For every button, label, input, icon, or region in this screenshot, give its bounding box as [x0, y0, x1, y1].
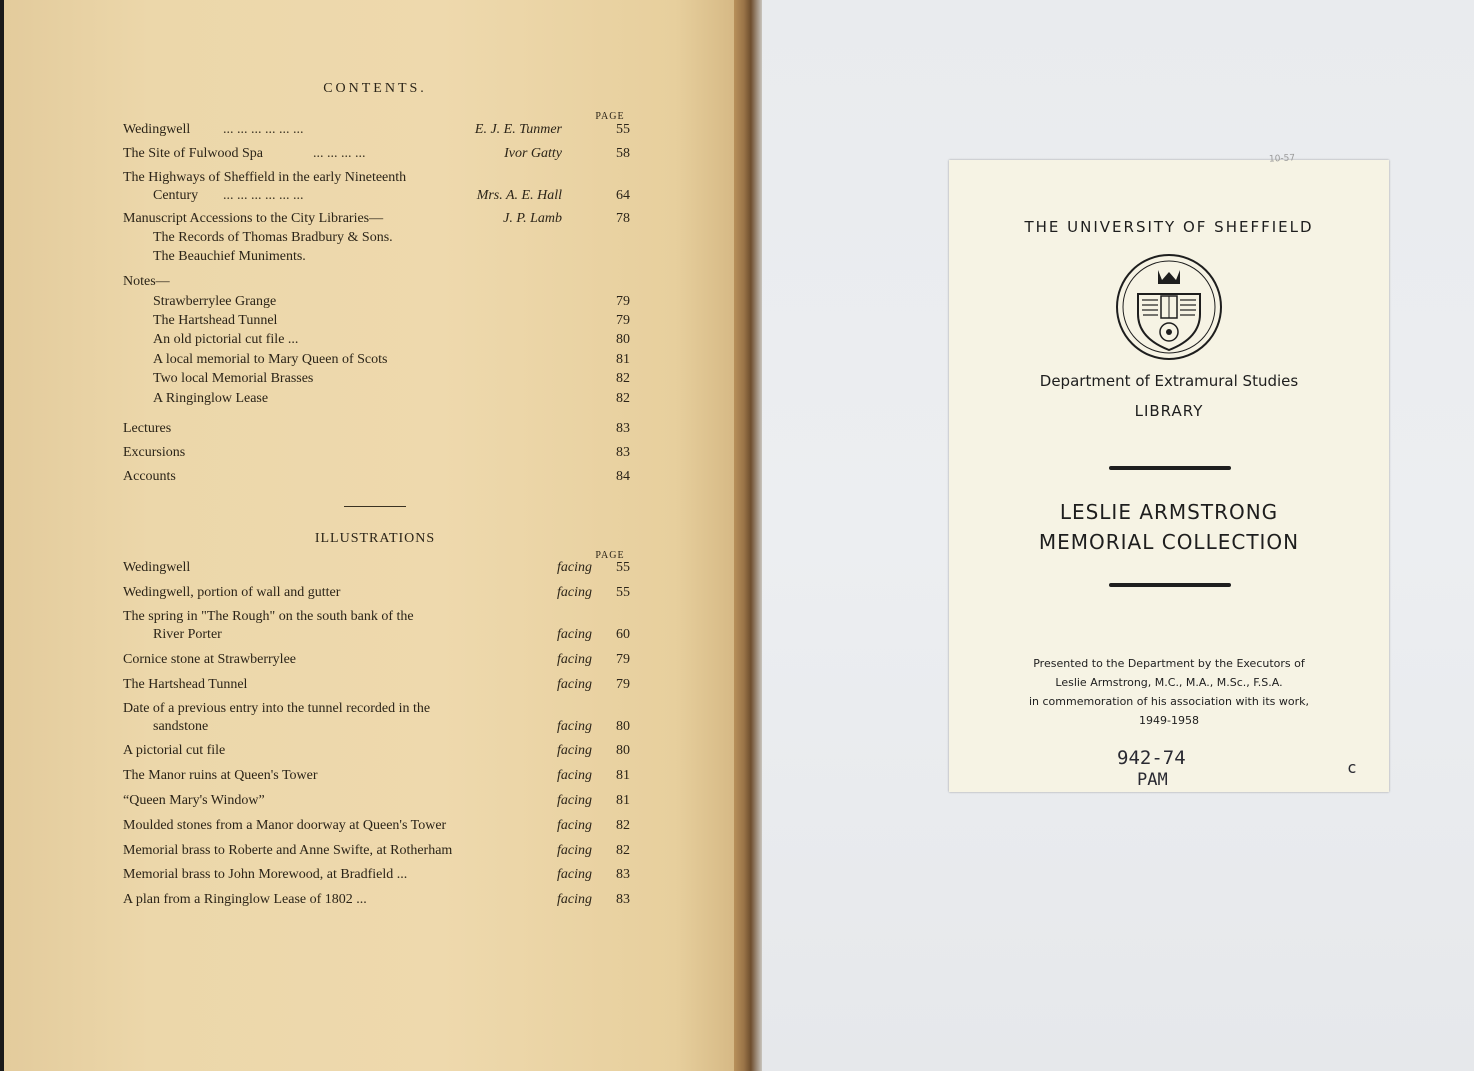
- library-label: LIBRARY: [1134, 402, 1204, 420]
- note-entry: [123, 292, 630, 312]
- entry-title: Century: [153, 188, 199, 203]
- note-entry: [123, 350, 630, 370]
- entry-page: 55: [616, 122, 630, 137]
- entry-title: Accounts: [123, 469, 176, 484]
- entry-page: 79: [616, 294, 630, 309]
- note-entry: [123, 369, 630, 389]
- entry-title: Moulded stones from a Manor doorway at Queen's Tower: [123, 818, 447, 833]
- entry-title: A plan from a Ringinglow Lease of 1802 ...: [123, 892, 367, 907]
- contents-entry: [123, 467, 630, 487]
- leader-dots: ... ... ... ...: [313, 146, 366, 161]
- card-rule-top: [1109, 466, 1231, 470]
- contents-entry: [123, 168, 630, 188]
- leader-dots: ... ... ... ... ... ...: [223, 188, 304, 203]
- illustration-entry: [123, 625, 630, 645]
- entry-title: Memorial brass to Roberte and Anne Swifte, at Rotherham: [123, 843, 453, 858]
- illustration-entry: [123, 558, 630, 578]
- sub-entry: The Beauchief Muniments.: [153, 249, 306, 264]
- note-entry: [123, 389, 630, 409]
- entry-author: Mrs. A. E. Hall: [476, 188, 562, 203]
- illustrations-heading: ILLUSTRATIONS: [314, 531, 436, 546]
- facing-label: facing: [557, 843, 592, 858]
- facing-label: facing: [557, 627, 592, 642]
- illustration-entry: [123, 865, 630, 885]
- facing-label: facing: [557, 585, 592, 600]
- entry-author: E. J. E. Tunmer: [474, 122, 562, 137]
- entry-title: Strawberrylee Grange: [153, 294, 277, 309]
- entry-page: 82: [616, 371, 630, 386]
- illustration-entry: [123, 699, 630, 719]
- entry-page: 79: [616, 652, 630, 667]
- presentation-text-line: Leslie Armstrong, M.C., M.A., M.Sc., F.S.A.: [1055, 676, 1283, 689]
- entry-page: 82: [616, 391, 630, 406]
- entry-title: Wedingwell, portion of wall and gutter: [123, 585, 341, 600]
- contents-entry: [123, 443, 630, 463]
- entry-title: Lectures: [123, 421, 172, 436]
- presentation-text-line: 1949-1958: [1139, 714, 1199, 727]
- entry-title: An old pictorial cut file ...: [153, 332, 299, 347]
- entry-page: 60: [616, 627, 630, 642]
- entry-author: Ivor Gatty: [504, 146, 562, 161]
- entry-title: Two local Memorial Brasses: [153, 371, 314, 386]
- entry-page: 79: [616, 677, 630, 692]
- entry-title: “Queen Mary's Window”: [123, 793, 265, 808]
- entry-title: Wedingwell: [123, 560, 191, 575]
- entry-title: Manuscript Accessions to the City Libraries—: [123, 211, 384, 226]
- entry-page: 80: [616, 332, 630, 347]
- entry-title: A Ringinglow Lease: [153, 391, 269, 406]
- presentation-text-line: in commemoration of his association with its work,: [1028, 695, 1310, 708]
- entry-page: 55: [616, 560, 630, 575]
- entry-page: 82: [616, 843, 630, 858]
- shelfmark-number: 942-74: [1117, 747, 1186, 769]
- illustration-entry: [123, 766, 630, 786]
- facing-label: facing: [557, 719, 592, 734]
- section-divider: [344, 506, 406, 507]
- entry-page: 80: [616, 719, 630, 734]
- facing-label: facing: [557, 768, 592, 783]
- contents-entry: [123, 186, 630, 206]
- entry-page: 58: [616, 146, 630, 161]
- entry-title: sandstone: [153, 719, 209, 734]
- note-entry: [123, 330, 630, 350]
- illustration-entry: [123, 741, 630, 761]
- department-name: Department of Extramural Studies: [1039, 372, 1299, 390]
- illustration-entry: [123, 841, 630, 861]
- entry-title: The spring in "The Rough" on the south bank of the: [123, 609, 414, 624]
- illustration-entry: [123, 650, 630, 670]
- facing-label: facing: [557, 793, 592, 808]
- entry-title: Excursions: [123, 445, 186, 460]
- entry-page: 83: [616, 445, 630, 460]
- bookplate-card: [949, 153, 1389, 792]
- entry-author: J. P. Lamb: [503, 211, 562, 226]
- illustration-entry: [123, 607, 630, 627]
- facing-label: facing: [557, 743, 592, 758]
- book-spine: [734, 0, 762, 1071]
- date-stamp: 10-57: [1268, 153, 1296, 165]
- facing-label: facing: [557, 560, 592, 575]
- facing-label: facing: [557, 892, 592, 907]
- entry-title: A local memorial to Mary Queen of Scots: [153, 352, 388, 367]
- illustration-entry: [123, 717, 630, 737]
- entry-page: 83: [616, 421, 630, 436]
- entry-page: 83: [616, 892, 630, 907]
- facing-label: facing: [557, 818, 592, 833]
- entry-title: A pictorial cut file: [123, 743, 226, 758]
- collection-name-line2: MEMORIAL COLLECTION: [1038, 530, 1300, 554]
- illustration-entry: [123, 791, 630, 811]
- illustration-entry: [123, 675, 630, 695]
- university-name: THE UNIVERSITY OF SHEFFIELD: [1024, 218, 1314, 236]
- illustration-entry: [123, 816, 630, 836]
- entry-page: 84: [616, 469, 630, 484]
- shelfmark-code: PAM: [1137, 770, 1168, 790]
- contents-entry: [123, 419, 630, 439]
- presentation-text-line: Presented to the Department by the Executors of: [1033, 657, 1305, 670]
- university-crest-icon: [1114, 252, 1224, 362]
- entry-title: The Hartshead Tunnel: [153, 313, 278, 328]
- card-rule-bottom: [1109, 583, 1231, 587]
- leader-dots: ... ... ... ... ... ...: [223, 122, 304, 137]
- entry-page: 55: [616, 585, 630, 600]
- entry-title: Memorial brass to John Morewood, at Bradfield ...: [123, 867, 408, 882]
- contents-entry: [123, 144, 630, 164]
- sub-entry: The Records of Thomas Bradbury & Sons.: [153, 230, 393, 245]
- entry-page: 83: [616, 867, 630, 882]
- illustration-entry: [123, 583, 630, 603]
- entry-page: 82: [616, 818, 630, 833]
- margin-mark: c: [1347, 758, 1357, 777]
- entry-title: River Porter: [153, 627, 222, 642]
- entry-page: 81: [616, 352, 630, 367]
- entry-title: The Hartshead Tunnel: [123, 677, 248, 692]
- entry-title: The Manor ruins at Queen's Tower: [123, 768, 318, 783]
- page-column-label: PAGE: [595, 550, 625, 561]
- entry-page: 81: [616, 768, 630, 783]
- contents-entry: [123, 120, 630, 140]
- note-entry: [123, 311, 630, 331]
- collection-name-line1: LESLIE ARMSTRONG: [1059, 500, 1279, 524]
- illustration-entry: [123, 890, 630, 910]
- entry-title: Cornice stone at Strawberrylee: [123, 652, 296, 667]
- entry-title: Date of a previous entry into the tunnel recorded in the: [123, 701, 431, 716]
- entry-page: 79: [616, 313, 630, 328]
- entry-title: The Site of Fulwood Spa: [123, 146, 263, 161]
- facing-label: facing: [557, 652, 592, 667]
- facing-label: facing: [557, 677, 592, 692]
- entry-title: Wedingwell: [123, 122, 191, 137]
- entry-page: 81: [616, 793, 630, 808]
- contents-heading: CONTENTS.: [323, 81, 427, 96]
- notes-heading: Notes—: [123, 274, 170, 289]
- entry-page: 64: [616, 188, 630, 203]
- entry-title: The Highways of Sheffield in the early Nineteenth: [123, 170, 407, 185]
- page-column-label: PAGE: [595, 111, 625, 122]
- contents-entry: [123, 209, 630, 229]
- entry-page: 80: [616, 743, 630, 758]
- facing-label: facing: [557, 867, 592, 882]
- entry-page: 78: [616, 211, 630, 226]
